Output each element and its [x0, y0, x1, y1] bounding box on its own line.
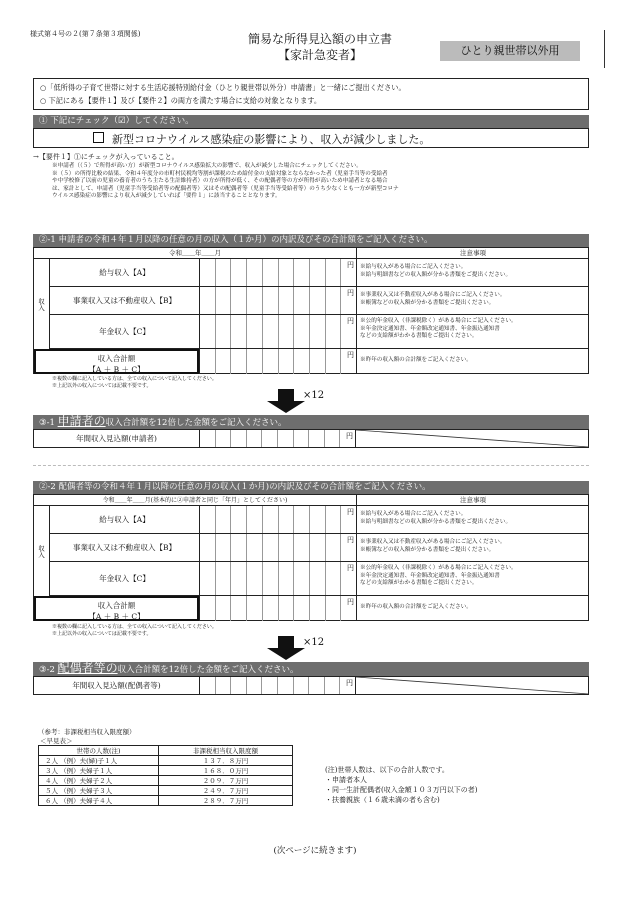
annual-income-label: 年間収入見込額(配偶者等): [72, 681, 161, 690]
down-arrow-head-icon: [267, 648, 305, 660]
yen-unit: 円: [347, 317, 354, 325]
total-label: [34, 349, 199, 374]
business-income-input[interactable]: [199, 534, 356, 562]
section2-1-table: [33, 247, 589, 374]
note-line: ※事業収入又は不動産収入がある場合にご記入ください。: [360, 292, 506, 298]
salary-income-label: 給与収入【A】: [50, 259, 199, 287]
table-cell: ２人 （例）夫(婦)子１人: [39, 756, 159, 766]
yen-unit: 円: [346, 679, 353, 687]
intro-line: ○ 下記にある【要件１】及び【要件２】の両方を満たす場合に支給の対象となります。: [40, 96, 322, 105]
pension-income-label: 年金収入【C】: [50, 562, 199, 596]
total-label-text: 収入合計額: [97, 601, 136, 610]
notes-header: 注意事項: [356, 495, 589, 506]
note-line: ※年金決定通知書、年金額改定通知書、年金振込通知書: [360, 572, 500, 579]
table-header-row: [39, 746, 293, 756]
note-line: ※給与収入がある場合にご記入ください。: [360, 511, 467, 517]
section3-1-bar: [33, 415, 589, 429]
yen-unit: 円: [347, 261, 354, 269]
page-subtitle: 【家計急変者】: [277, 48, 362, 62]
note-item: ・扶養親族（１６歳未満の者も含む): [325, 796, 440, 804]
table-cell: １３７．８万円: [159, 756, 293, 766]
annual-income-input[interactable]: [199, 430, 356, 447]
req-line: ※（５）の所得比較の結果、令和４年度分の市町村民税均等割が課税のため給付金の支給対象とならなかった者（児童手当等の受給者: [52, 170, 388, 177]
table-row: [39, 766, 293, 776]
margin-line: [604, 30, 605, 68]
month-header: 令和＿＿年＿＿月(基本的に②申請者と同じ「年月」としてください): [34, 495, 356, 506]
total-note: ※昨年の収入額の合計額をご記入ください。: [356, 596, 589, 621]
total-label: [34, 596, 199, 621]
foot-line: ※上記以外の収入については記載不要です。: [52, 631, 152, 637]
req-line: は、家計として、申請者（児童手当等受給者等の配偶者等）又はその配偶者等（児童手当等受給者等）のうち少なくとも一方が新型コロナ: [52, 185, 399, 192]
req-line: ※申請者（（５）で所得が高い方）が新型コロナウイルス感染拡大の影響で、収入が減少した場合にチェックしてください。: [52, 163, 362, 169]
annual-income-label: 年間収入見込額(申請者): [76, 434, 157, 443]
section3-2-bar: [33, 662, 589, 676]
reference-table: [38, 745, 293, 806]
note-line: ※事業収入又は不動産収入がある場合にご記入ください。: [360, 539, 506, 545]
bar-rest: 収入合計額を12倍した金額をご記入ください。: [105, 418, 287, 428]
page-title: 簡易な所得見込額の申立書: [247, 32, 392, 46]
table-row: [39, 776, 293, 786]
note-line: ※給与収入がある場合にご記入ください。: [360, 264, 467, 270]
foot-line: ※上記以外の収入については記載不要です。: [52, 383, 152, 389]
section1-bar: ① 下記にチェック（☑）してください。: [33, 115, 589, 128]
note-line: などの支給額がわかる書類をご提出ください。: [360, 580, 478, 586]
table-header: 非課税相当収入限度額: [159, 746, 293, 756]
note-line: ※給与明細書などの収入額が分かる書類をご提出ください。: [360, 271, 512, 278]
section2-1-foot: [52, 376, 217, 390]
divider: [33, 465, 589, 466]
section2-2-table: [33, 494, 589, 621]
total-income-input[interactable]: [199, 349, 356, 374]
table-cell: ３人 （例）夫婦子１人: [39, 766, 159, 776]
table-row: [39, 756, 293, 766]
yen-unit: 円: [347, 289, 354, 297]
foot-line: ※複数の欄に記入している方は、全ての収入について記入してください。: [52, 624, 217, 630]
req-line: ウイルス感染症の影響により収入が減少していれば「要件１」に該当することとなります。: [52, 193, 281, 199]
business-notes: [356, 287, 589, 315]
salary-income-label: 給与収入【A】: [50, 506, 199, 534]
diagonal-strike: [356, 430, 589, 447]
note-line: などの支給額がわかる書類をご提出ください。: [360, 333, 478, 339]
table-cell: ５人 （例）夫婦子３人: [39, 786, 159, 796]
note-line: ※公的年金収入（非課税除く）がある場合にご記入ください。: [360, 565, 517, 571]
total-note: ※昨年の収入額の合計額をご記入ください。: [356, 349, 589, 374]
pension-income-input[interactable]: [199, 562, 356, 596]
yen-unit: 円: [346, 432, 353, 440]
table-row: [39, 786, 293, 796]
note-item: ・同一生計配偶者(収入金額１０３万円以下の者): [325, 786, 478, 794]
form-number: 様式第４号の２(第７条第３項関係): [30, 30, 141, 38]
income-side-label: 収入: [34, 506, 50, 596]
business-income-label: 事業収入又は不動産収入【B】: [50, 534, 199, 562]
table-cell: １６８．０万円: [159, 766, 293, 776]
note-line: ※公的年金収入（非課税除く）がある場合にご記入ください。: [360, 318, 517, 324]
bar-prefix: ③-1: [39, 418, 55, 428]
pension-income-input[interactable]: [199, 315, 356, 349]
bar-rest: 収入合計額を12倍した金額をご記入ください。: [117, 665, 299, 675]
table-header: 世帯の人数(注): [39, 746, 159, 756]
target-badge: ひとり親世帯以外用: [440, 41, 580, 61]
total-formula: 【A ＋ B ＋ C】: [88, 365, 145, 374]
checkbox-label: 新型コロナウイルス感染症の影響により、収入が減少しました。: [112, 133, 431, 146]
table-cell: ２０９．７万円: [159, 776, 293, 786]
note-line: ※給与明細書などの収入額が分かる書類をご提出ください。: [360, 518, 512, 525]
business-income-input[interactable]: [199, 287, 356, 315]
requirement-title: →【要件１】①にチェックが入っていること。: [33, 153, 179, 161]
intro-box: [33, 78, 589, 110]
note-line: ※帳簿などの収入額が分かる書類をご提出ください。: [360, 299, 495, 306]
salary-income-input[interactable]: [199, 506, 356, 534]
annual-income-row-spouse: [33, 676, 589, 695]
table-cell: ６人 （例）夫婦子４人: [39, 796, 159, 806]
reference-subtitle: ＜早見表＞: [40, 737, 73, 745]
intro-line: ○「低所得の子育て世帯に対する生活応援特別給付金（ひとり親世帯以外分）申請書」と一緒にご提出ください。: [40, 83, 406, 92]
total-label-text: 収入合計額: [97, 354, 136, 363]
yen-unit: 円: [347, 508, 354, 516]
bar-prefix: ③-2: [39, 665, 55, 675]
salary-income-input[interactable]: [199, 259, 356, 287]
business-notes: [356, 534, 589, 562]
section2-2-foot: [52, 624, 217, 638]
household-note: [325, 765, 477, 805]
continued-footer: (次ページに続きます): [273, 846, 357, 856]
salary-notes: [356, 506, 589, 534]
diagonal-strike: [356, 677, 589, 694]
business-income-label: 事業収入又は不動産収入【B】: [50, 287, 199, 315]
table-row: [39, 796, 293, 806]
month-header: 令和＿＿年＿＿月: [34, 248, 356, 259]
requirement-notes: [52, 163, 592, 201]
yen-unit: 円: [347, 564, 354, 572]
down-arrow-icon: [278, 636, 294, 648]
table-cell: ４人 （例）夫婦子２人: [39, 776, 159, 786]
total-income-input[interactable]: [199, 596, 356, 621]
pension-income-label: 年金収入【C】: [50, 315, 199, 349]
down-arrow-head-icon: [267, 401, 305, 413]
multiplier-label: ×12: [303, 390, 325, 401]
yen-unit: 円: [347, 536, 354, 544]
multiplier-label: ×12: [303, 637, 325, 648]
annual-income-row-applicant: [33, 429, 589, 448]
yen-unit: 円: [347, 351, 354, 359]
down-arrow-icon: [278, 389, 294, 401]
bar-emphasis: 申請者の: [57, 414, 106, 428]
total-formula: 【A ＋ B ＋ C】: [88, 612, 145, 621]
pension-notes: [356, 562, 589, 596]
notes-header: 注意事項: [356, 248, 589, 259]
table-cell: ２８９．７万円: [159, 796, 293, 806]
income-side-label: 収入: [34, 259, 50, 349]
reference-title: （参考：非課税相当収入限度額）: [38, 728, 136, 736]
annual-income-input[interactable]: [199, 677, 356, 694]
foot-line: ※複数の欄に記入している方は、全ての収入について記入してください。: [52, 376, 217, 382]
req-line: や中学校修了以前の児童の養育者のうち主たる生計維持者）の方が所得が低く、その配偶者等の方が所得が高いため申請者となる場合: [52, 178, 388, 184]
table-cell: ２４９．７万円: [159, 786, 293, 796]
note-title: (注)世帯人数は、以下の合計人数です。: [325, 766, 449, 774]
note-line: ※年金決定通知書、年金額改定通知書、年金振込通知書: [360, 325, 500, 332]
note-item: ・申請者本人: [325, 776, 367, 784]
salary-notes: [356, 259, 589, 287]
section2-2-bar: ②-2 配偶者等の令和４年１月以降の任意の月の収入(１か月)の内訳及びその合計額をご記入ください。: [33, 481, 589, 494]
bar-emphasis: 配偶者等の: [57, 661, 118, 675]
pension-notes: [356, 315, 589, 349]
section2-1-bar: ②-1 申請者の令和４年１月以降の任意の月の収入（１か月）の内訳及びその合計額をご記入ください。: [33, 234, 589, 247]
note-line: ※帳簿などの収入額が分かる書類をご提出ください。: [360, 546, 495, 553]
section1-check-box: [33, 128, 589, 148]
yen-unit: 円: [347, 598, 354, 606]
covid-checkbox[interactable]: [93, 132, 104, 143]
